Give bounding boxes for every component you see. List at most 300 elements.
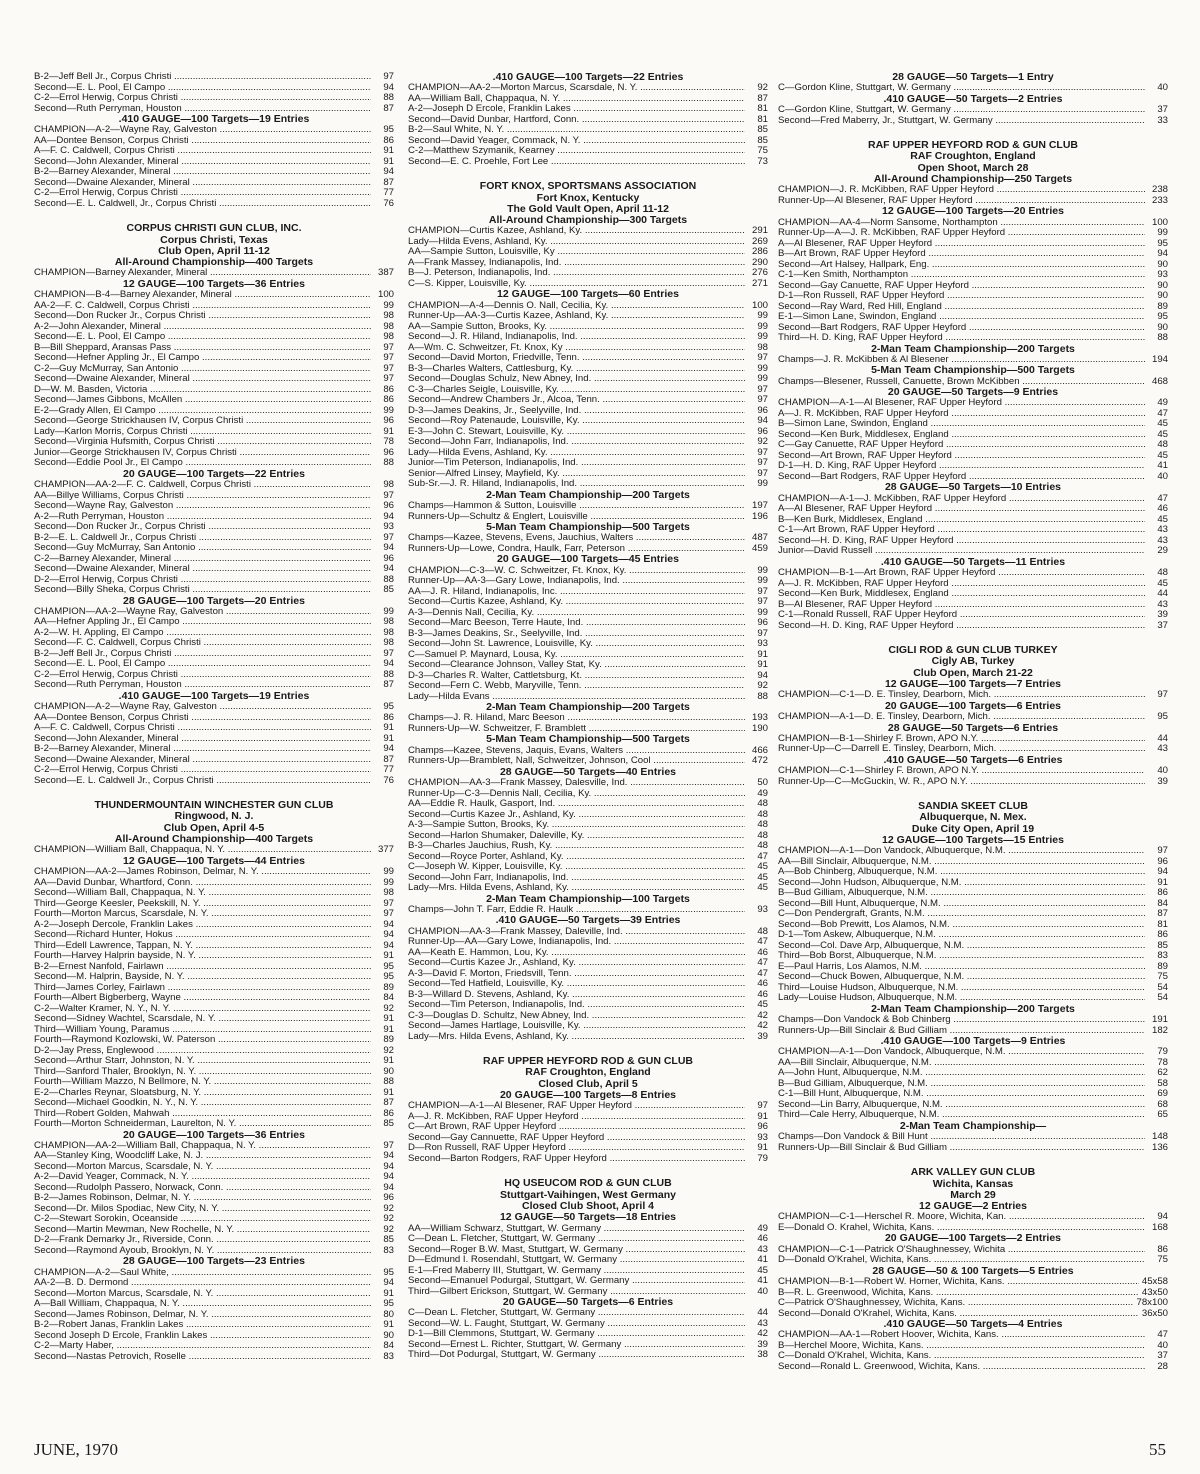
score: 43x50 xyxy=(1141,1286,1168,1298)
score: 97 xyxy=(757,467,768,479)
shooter-entry: B—Simon Lane, Swindon, England ..... xyxy=(778,419,1145,430)
section-heading: 12 GAUGE—50 Targets—18 Entries xyxy=(499,1211,677,1224)
score: 49 xyxy=(757,1222,768,1234)
shooter-entry: CHAMPION—AA-2—James Robinson, Delmar, N. Y. ..... xyxy=(34,867,371,878)
shooter-entry: CHAMPION—AA-3—Frank Massey, Dalesville, Ind. ..... xyxy=(408,778,745,789)
score: 39 xyxy=(1157,775,1168,787)
shooter-entry: Third—James Corley, Fairlawn ..... xyxy=(34,983,371,994)
shooter-entry: Champs—J. R. Hiland, Marc Beeson ..... xyxy=(408,713,745,724)
score: 97 xyxy=(383,71,394,82)
score: 46 xyxy=(757,978,768,990)
section-heading: 12 GAUGE—100 Targets—15 Entries xyxy=(882,834,1064,847)
score: 96 xyxy=(383,500,394,512)
score: 93 xyxy=(757,638,768,650)
score: 99 xyxy=(383,404,394,416)
shooter-entry: CHAMPION—AA-2—William Ball, Chappaqua, N. Y. ..... xyxy=(34,1141,371,1152)
section-heading: 2-Man Team Championship— xyxy=(899,1119,1047,1132)
score: 87 xyxy=(383,176,394,188)
score: 85 xyxy=(1157,939,1168,951)
result-row xyxy=(778,857,1168,868)
score: 81 xyxy=(757,113,768,125)
score: 97 xyxy=(757,627,768,639)
section-heading: 20 GAUGE—100 Targets—36 Entries xyxy=(123,1128,305,1141)
result-row xyxy=(408,1319,768,1330)
shooter-entry: C-2—Errol Herwig, Corpus Christi ..... xyxy=(34,93,371,104)
score: 77 xyxy=(383,764,394,776)
shooter-entry: Second—Fern C. Webb, Maryville, Tenn. ..... xyxy=(408,681,745,692)
shooter-entry: Champs—Blesener, Russell, Canuette, Brown McKibben ..... xyxy=(778,377,1145,388)
score: 99 xyxy=(757,606,768,618)
score: 37 xyxy=(1157,104,1168,116)
score: 99 xyxy=(757,320,768,332)
shooter-entry: Second—Ernest L. Richter, Stuttgart, W. Germany ..... xyxy=(408,1340,745,1351)
score: 91 xyxy=(757,659,768,671)
score: 92 xyxy=(383,1002,394,1014)
result-row xyxy=(778,281,1168,292)
score: 86 xyxy=(1157,887,1168,899)
section-heading: 28 GAUGE—50 Targets—6 Entries xyxy=(887,721,1059,734)
score: 47 xyxy=(757,957,768,969)
shooter-entry: A-2—John Alexander, Mineral ..... xyxy=(34,322,371,333)
shooter-entry: Second—Donald O'Krahel, Wichita, Kans. ..... xyxy=(778,1309,1139,1320)
score: 96 xyxy=(383,552,394,564)
club-section xyxy=(408,1056,768,1164)
shooter-entry: Runner-Up—AA-3—Curtis Kazee, Ashland, Ky. ..... xyxy=(408,311,745,322)
result-row xyxy=(778,1015,1168,1026)
score: 97 xyxy=(383,362,394,374)
shooter-entry: Champs—J. R. McKibben & Al Blesener ..... xyxy=(778,355,1145,366)
shooter-entry: C—Gay Canuette, RAF Upper Heyford ..... xyxy=(778,440,1145,451)
score: 49 xyxy=(1157,397,1168,409)
score: 97 xyxy=(383,908,394,920)
shooter-entry: CHAMPION—A-4—Dennis O. Nall, Cecilia, Ky. ..... xyxy=(408,301,745,312)
result-row xyxy=(34,167,394,178)
shooter-entry: Runner-Up—AA—Gary Lowe, Indianapolis, Ind. ..... xyxy=(408,937,745,948)
shooter-entry: C—Dean L. Fletcher, Stuttgart, W. Germany ..... xyxy=(408,1308,745,1319)
result-row xyxy=(408,311,768,322)
result-row xyxy=(408,533,768,544)
shooter-entry: Second—Guy McMurray, San Antonio ..... xyxy=(34,543,371,554)
score: 80 xyxy=(383,1308,394,1320)
result-row xyxy=(34,146,394,157)
score: 79 xyxy=(1157,1046,1168,1058)
score: 83 xyxy=(383,1350,394,1362)
shooter-entry: Third—Robert Golden, Mahwah ..... xyxy=(34,1109,371,1120)
result-row xyxy=(34,930,394,941)
shooter-entry: Second—Douglas Schulz, New Abney, Ind. ..... xyxy=(408,374,745,385)
shooter-entry: Second—John Hudson, Albuquerque, N.M. ..... xyxy=(778,878,1145,889)
score: 91 xyxy=(383,1023,394,1035)
score: 88 xyxy=(383,457,394,469)
section-heading: 12 GAUGE—100 Targets—20 Entries xyxy=(882,205,1064,218)
shooter-entry: Second—Don Rucker Jr., Corpus Christi ..... xyxy=(34,311,371,322)
result-row xyxy=(34,480,394,491)
shooter-entry: Lady—Hilda Evens, Ashland, Ky. ..... xyxy=(408,237,745,248)
shooter-entry: Second—Roy Patenaude, Louisville, Ky. ..... xyxy=(408,416,745,427)
shooter-entry: C-2—Matthew Szymanik, Kearney ..... xyxy=(408,146,745,157)
shooter-entry: Runners-Up—Bill Sinclair & Bud Gilliam ..... xyxy=(778,1026,1145,1037)
shooter-entry: Runners-Up—Bramblett, Nall, Schweitzer, Johnson, Cool ..... xyxy=(408,756,745,767)
shooter-entry: B-2—Ernest Nanfold, Fairlawn ..... xyxy=(34,962,371,973)
shooter-entry: Fourth—Harvey Halprin bayside, N. Y. ..... xyxy=(34,951,371,962)
score: 94 xyxy=(383,81,394,93)
shooter-entry: AA—William Schwarz, Stuttgart, W. Germany ..... xyxy=(408,1224,745,1235)
result-row xyxy=(408,395,768,406)
shooter-entry: Runners-Up—Lowe, Condra, Haulk, Farr, Peterson ..... xyxy=(408,544,745,555)
section-heading: 20 GAUGE—100 Targets—6 Entries xyxy=(884,699,1062,712)
score: 88 xyxy=(383,573,394,585)
result-row xyxy=(778,1341,1168,1352)
score: 96 xyxy=(757,617,768,629)
result-row xyxy=(34,125,394,136)
result-row xyxy=(408,416,768,427)
result-row xyxy=(34,501,394,512)
shooter-entry: Second—E. L. Pool, El Campo ..... xyxy=(34,332,371,343)
section-heading: 28 GAUGE—50 Targets—40 Entries xyxy=(499,765,677,778)
result-row xyxy=(778,1058,1168,1069)
score: 41 xyxy=(757,1275,768,1287)
result-row xyxy=(408,301,768,312)
result-row xyxy=(408,1350,768,1361)
section-heading: .410 GAUGE—50 Targets—6 Entries xyxy=(883,753,1063,766)
shooter-entry: Second—Curtis Kazee, Ashland, Ky. ..... xyxy=(408,597,745,608)
shooter-entry: C-3—Charles Seigle, Louisville, Ky. ..... xyxy=(408,385,745,396)
result-row xyxy=(778,494,1168,505)
shooter-entry: Second—E. L. Caldwell, Jr., Corpus Christi ..... xyxy=(34,199,371,210)
shooter-entry: CHAMPION—C-1—Shirley F. Brown, APO N.Y. ..... xyxy=(778,766,1145,777)
shooter-entry: Second—Ray Ward, Red Hill, England ..... xyxy=(778,302,1145,313)
score: 91 xyxy=(1157,876,1168,888)
result-row xyxy=(34,1151,394,1162)
result-row xyxy=(778,116,1168,127)
shooter-entry: E-1—Simon Lane, Swindon, England ..... xyxy=(778,312,1145,323)
score: 68 xyxy=(1157,1098,1168,1110)
result-row xyxy=(34,93,394,104)
shooter-entry: Second—Bill Hunt, Albuquerque, N.M. ..... xyxy=(778,899,1145,910)
column-2 xyxy=(408,72,768,1367)
shooter-entry: Third—Edell Lawrence, Tappan, N. Y. ..... xyxy=(34,941,371,952)
shooter-entry: Runner-Up—AA-3—Gary Lowe, Indianapolis, Ind. ..... xyxy=(408,576,745,587)
result-row xyxy=(34,374,394,385)
results-section xyxy=(408,72,768,167)
result-row xyxy=(408,332,768,343)
result-row xyxy=(408,831,768,842)
result-row xyxy=(34,941,394,952)
score: 95 xyxy=(383,1266,394,1278)
score: 95 xyxy=(1157,311,1168,323)
score: 58 xyxy=(1157,1077,1168,1089)
section-heading: Club Open, April 4-5 xyxy=(163,821,265,834)
score: 89 xyxy=(383,981,394,993)
score: 87 xyxy=(383,753,394,765)
score: 46 xyxy=(757,1233,768,1245)
score: 81 xyxy=(757,103,768,115)
result-row xyxy=(34,638,394,649)
score: 48 xyxy=(757,840,768,852)
result-row xyxy=(408,778,768,789)
result-row xyxy=(778,440,1168,451)
shooter-entry: CHAMPION—A-1—D. E. Tinsley, Dearborn, Mich. ..... xyxy=(778,712,1145,723)
score: 75 xyxy=(1157,971,1168,983)
shooter-entry: AA—Sampie Sutton, Louisville, Ky ..... xyxy=(408,247,745,258)
score: 96 xyxy=(757,1121,768,1133)
score: 98 xyxy=(383,887,394,899)
result-row xyxy=(778,878,1168,889)
page-number: 55 xyxy=(1149,1440,1166,1459)
result-row xyxy=(408,1276,768,1287)
shooter-entry: Second—Royce Porter, Ashland, Ky. ..... xyxy=(408,852,745,863)
shooter-entry: CHAMPION—C-3—W. C. Schweitzer, Ft. Knox, Ky. ..... xyxy=(408,566,745,577)
section-heading: 20 GAUGE—50 Targets—9 Entries xyxy=(887,386,1059,399)
score: 86 xyxy=(383,711,394,723)
result-row xyxy=(408,948,768,959)
shooter-entry: CHAMPION—Curtis Kazee, Ashland, Ky. ..... xyxy=(408,226,745,237)
result-row xyxy=(34,899,394,910)
shooter-entry: Second—Bart Rodgers, RAF Upper Heyford ..... xyxy=(778,323,1145,334)
score: 40 xyxy=(1157,470,1168,482)
section-heading: Club Open, April 11-12 xyxy=(158,244,270,257)
score: 99 xyxy=(757,575,768,587)
result-row xyxy=(34,888,394,899)
shooter-entry: Second—F. C. Caldwell, Corpus Christi ..... xyxy=(34,638,371,649)
score: 487 xyxy=(751,532,768,544)
shooter-entry: Second—William Ball, Chappaqua, N. Y. ..... xyxy=(34,888,371,899)
score: 85 xyxy=(383,1118,394,1130)
score: 96 xyxy=(383,446,394,458)
score: 99 xyxy=(757,373,768,385)
score: 77 xyxy=(383,187,394,199)
score: 286 xyxy=(751,246,768,258)
score: 48 xyxy=(757,798,768,810)
result-row xyxy=(408,799,768,810)
shooter-entry: Fourth—Morton Marcus, Scarsdale, N. Y. ..... xyxy=(34,909,371,920)
score: 90 xyxy=(1157,321,1168,333)
result-row xyxy=(34,972,394,983)
shooter-entry: Champs—Don Vandock & Bill Hunt ..... xyxy=(778,1132,1145,1143)
section-heading: .410 GAUGE—50 Targets—2 Entries xyxy=(883,92,1063,105)
result-row xyxy=(778,302,1168,313)
results-section xyxy=(34,72,394,209)
score: 47 xyxy=(757,936,768,948)
shooter-entry: Second—Dr. Milos Spodiac, New City, N. Y. ..... xyxy=(34,1204,371,1215)
score: 47 xyxy=(1157,492,1168,504)
shooter-entry: Second—James Gibbons, McAllen ..... xyxy=(34,395,371,406)
score: 44 xyxy=(1157,732,1168,744)
shooter-entry: Second—Roger B.W. Mast, Stuttgart, W. Germany ..... xyxy=(408,1245,745,1256)
score: 98 xyxy=(383,479,394,491)
shooter-entry: D-1—Ron Russell, RAF Upper Heyford ..... xyxy=(778,291,1145,302)
result-row xyxy=(408,1143,768,1154)
shooter-entry: Second—M. Halprin, Bayside, N. Y. ..... xyxy=(34,972,371,983)
shooter-entry: Second—Billy Sheka, Corpus Christi ..... xyxy=(34,585,371,596)
score: 97 xyxy=(1157,845,1168,857)
shooter-entry: CHAMPION—C-1—Patrick O'Shaughnessey, Wichita ..... xyxy=(778,1245,1145,1256)
result-row xyxy=(408,125,768,136)
score: 100 xyxy=(1151,216,1168,228)
section-heading: All-Around Championship—400 Targets xyxy=(114,833,314,846)
score: 466 xyxy=(751,744,768,756)
result-row xyxy=(34,290,394,301)
score: 191 xyxy=(1151,1014,1168,1026)
shooter-entry: E-2—Charles Reynar, Sloatsburg, N. Y. ..... xyxy=(34,1088,371,1099)
score: 88 xyxy=(383,1076,394,1088)
score: 46 xyxy=(1157,503,1168,515)
score: 46 xyxy=(757,988,768,1000)
shooter-entry: A—Al Blesener, RAF Upper Heyford ..... xyxy=(778,504,1145,515)
score: 94 xyxy=(1157,248,1168,260)
shooter-entry: Second—Lin Barry, Albuquerque, N.M. ..... xyxy=(778,1100,1145,1111)
result-row xyxy=(778,766,1168,777)
score: 43 xyxy=(1157,524,1168,536)
shooter-entry: A—John Hunt, Albuquerque, N.M. ..... xyxy=(778,1068,1145,1079)
result-row xyxy=(778,461,1168,472)
score: 43 xyxy=(757,1243,768,1255)
result-row xyxy=(778,777,1168,788)
shooter-entry: B—R. L. Greenwood, Wichita, Kans. ..... xyxy=(778,1288,1139,1299)
shooter-entry: AA—Dontee Benson, Corpus Christi ..... xyxy=(34,136,371,147)
result-row xyxy=(408,746,768,757)
section-heading: Open Shoot, March 28 xyxy=(917,161,1029,174)
result-row xyxy=(408,1011,768,1022)
section-heading: CIGLI ROD & GUN CLUB TURKEY xyxy=(888,644,1058,657)
score: 47 xyxy=(757,850,768,862)
score: 86 xyxy=(383,1107,394,1119)
result-row xyxy=(34,322,394,333)
shooter-entry: A—Bob Chinberg, Albuquerque, N.M. ..... xyxy=(778,867,1145,878)
result-row xyxy=(408,437,768,448)
score: 96 xyxy=(383,415,394,427)
score: 88 xyxy=(383,92,394,103)
shooter-entry: A—F. C. Caldwell, Corpus Christi ..... xyxy=(34,146,371,157)
shooter-entry: Third—Dot Podurgal, Stuttgart, W. Germany ..... xyxy=(408,1350,745,1361)
shooter-entry: CHAMPION—A-1—Don Vandock, Albuquerque, N.M. ..... xyxy=(778,1047,1145,1058)
score: 65 xyxy=(1157,1109,1168,1121)
result-row xyxy=(408,1340,768,1351)
result-row xyxy=(778,930,1168,941)
section-heading: All-Around Championship—400 Targets xyxy=(114,256,314,269)
score: 97 xyxy=(383,489,394,501)
shooter-entry: Second—E. L. Pool, El Campo ..... xyxy=(34,83,371,94)
score: 94 xyxy=(1157,866,1168,878)
result-row xyxy=(778,1288,1168,1299)
result-row xyxy=(408,1266,768,1277)
shooter-entry: Third—Louise Hudson, Albuquerque, N.M. ..... xyxy=(778,983,1145,994)
score: 98 xyxy=(383,637,394,649)
section-heading: CORPUS CHRISTI GUN CLUB, INC. xyxy=(126,222,302,235)
shooter-entry: Second—James Robinson, Delmar, N. Y. ..... xyxy=(34,1310,371,1321)
result-row xyxy=(408,639,768,650)
shooter-entry: B—Bill Sheppard, Aransas Pass ..... xyxy=(34,343,371,354)
shooter-entry: E—Paul Harris, Los Alamos, N.M. ..... xyxy=(778,962,1145,973)
shooter-entry: Second—Art Halsey, Hallpark, Eng. ..... xyxy=(778,260,1145,271)
shooter-entry: B—J. Peterson, Indianapolis, Ind. ..... xyxy=(408,268,745,279)
score: 45 xyxy=(1157,513,1168,525)
score: 41 xyxy=(1157,460,1168,472)
result-row xyxy=(778,1068,1168,1079)
score: 94 xyxy=(383,1277,394,1289)
shooter-entry: C-2—Walter Kramer, N. Y., N. Y. ..... xyxy=(34,1004,371,1015)
shooter-entry: CHAMPION—William Ball, Chappaqua, N. Y. ..... xyxy=(34,845,371,856)
score: 95 xyxy=(1157,237,1168,249)
result-row xyxy=(408,343,768,354)
section-heading: Closed Club Shoot, April 4 xyxy=(521,1199,655,1212)
shooter-entry: A-2—David Yeager, Commack, N. Y. ..... xyxy=(34,1172,371,1183)
result-row xyxy=(34,1310,394,1321)
score: 91 xyxy=(383,155,394,167)
score: 87 xyxy=(383,1097,394,1109)
score: 290 xyxy=(751,256,768,268)
score: 40 xyxy=(1157,1339,1168,1351)
result-row xyxy=(408,566,768,577)
section-heading: 12 GAUGE—100 Targets—60 Entries xyxy=(497,288,679,301)
result-row xyxy=(34,343,394,354)
score: 97 xyxy=(383,341,394,353)
score: 99 xyxy=(757,310,768,322)
score: 99 xyxy=(383,299,394,311)
score: 98 xyxy=(757,341,768,353)
shooter-entry: Second—E. L. Pool, El Campo ..... xyxy=(34,659,371,670)
score: 95 xyxy=(383,971,394,983)
section-heading: RAF Croughton, England xyxy=(525,1066,651,1079)
section-heading: Albuquerque, N. Mex. xyxy=(919,811,1027,824)
score: 86 xyxy=(1157,929,1168,941)
shooter-entry: D-1—Bill Clemmons, Stuttgart, W. Germany ..... xyxy=(408,1329,745,1340)
shooter-entry: A—Al Blesener, RAF Upper Heyford ..... xyxy=(778,239,1145,250)
result-row xyxy=(34,1320,394,1331)
shooter-entry: Second—Dwaine Alexander, Mineral ..... xyxy=(34,755,371,766)
result-row xyxy=(778,323,1168,334)
result-row xyxy=(778,610,1168,621)
result-row xyxy=(408,136,768,147)
shooter-entry: Second—W. L. Faught, Stuttgart, W. Germany ..... xyxy=(408,1319,745,1330)
score: 94 xyxy=(383,1160,394,1172)
result-row xyxy=(34,522,394,533)
score: 48 xyxy=(757,808,768,820)
section-heading: 20 GAUGE—100 Targets—22 Entries xyxy=(123,467,305,480)
score: 47 xyxy=(1157,1329,1168,1341)
shooter-entry: A-3—David F. Morton, Friedsvill, Tenn. ..... xyxy=(408,969,745,980)
shooter-entry: Second—E. C. Proehle, Fort Lee ..... xyxy=(408,157,745,168)
result-row xyxy=(408,820,768,831)
section-heading: FORT KNOX, SPORTSMANS ASSOCIATION xyxy=(479,180,697,193)
shooter-entry: B—Herchel Moore, Wichita, Kans. ..... xyxy=(778,1341,1145,1352)
shooter-entry: Runner-Up—C—Darrell E. Tinsley, Dearborn, Mich. ..... xyxy=(778,744,1145,755)
score: 100 xyxy=(377,289,394,301)
result-row xyxy=(408,660,768,671)
result-row xyxy=(408,841,768,852)
score: 94 xyxy=(757,415,768,427)
shooter-entry: Second—Wayne Ray, Galveston ..... xyxy=(34,501,371,512)
shooter-entry: Second—Art Brown, RAF Upper Heyford ..... xyxy=(778,451,1145,462)
score: 78x100 xyxy=(1136,1297,1168,1308)
shooter-entry: AA—Stanley King, Woodcliff Lake, N. J. ..... xyxy=(34,1151,371,1162)
score: 99 xyxy=(757,362,768,374)
score: 42 xyxy=(757,1009,768,1021)
result-row xyxy=(408,597,768,608)
score: 95 xyxy=(1157,711,1168,723)
shooter-entry: Second—Don Rucker Jr., Corpus Christi ..... xyxy=(34,522,371,533)
result-row xyxy=(34,437,394,448)
shooter-entry: Second—David Morton, Friedville, Tenn. ..... xyxy=(408,353,745,364)
score: 87 xyxy=(383,102,394,114)
score: 48 xyxy=(757,819,768,831)
score: 95 xyxy=(383,701,394,713)
shooter-entry: CHAMPION—C-1—Herschel R. Moore, Wichita, Kan. ..... xyxy=(778,1212,1145,1223)
shooter-entry: Third—H. D. King, RAF Upper Heyford ..... xyxy=(778,333,1145,344)
shooter-entry: A—J. R. McKibben, RAF Upper Heyford ..... xyxy=(778,409,1145,420)
result-row xyxy=(408,1154,768,1165)
result-row xyxy=(778,589,1168,600)
